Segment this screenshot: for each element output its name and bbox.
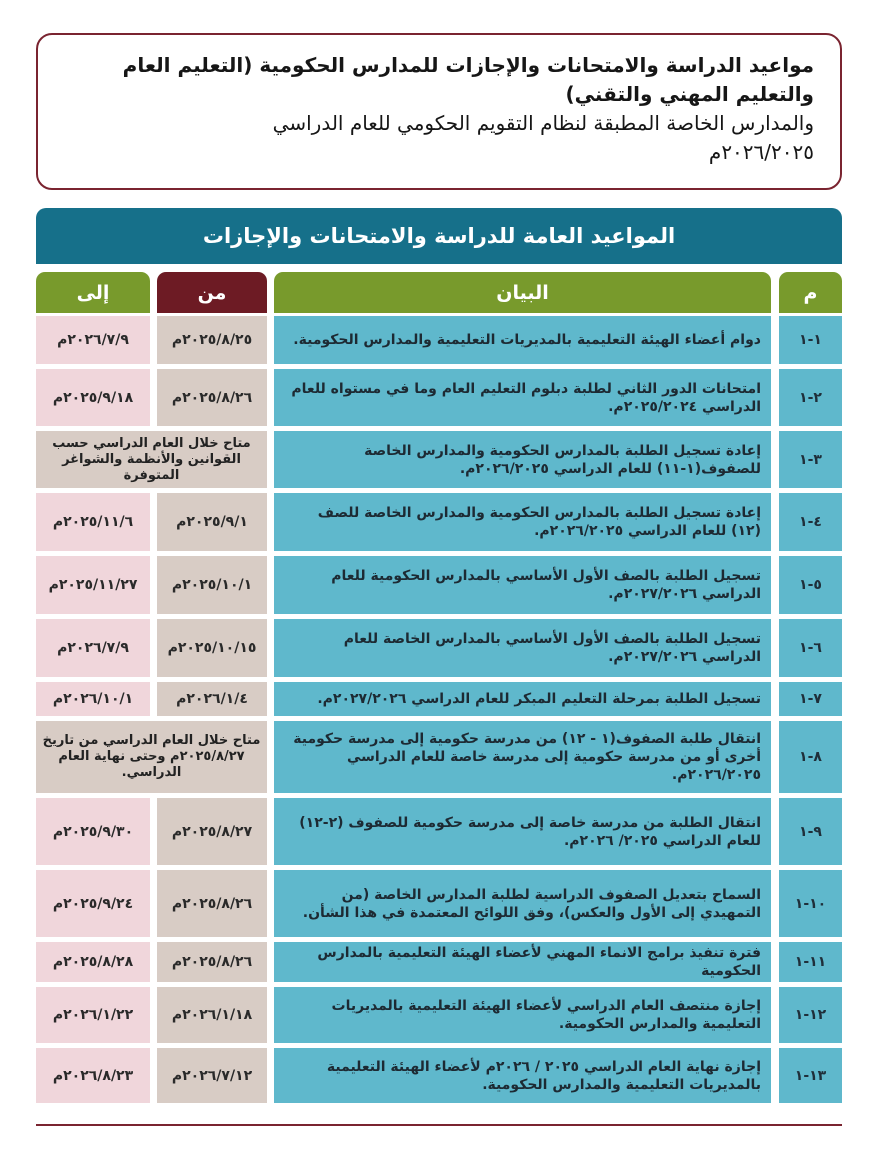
header-description: البيان xyxy=(274,272,771,313)
row-from-date: ٢٠٢٥/٨/٢٦م xyxy=(157,870,267,937)
table-row xyxy=(36,798,842,870)
row-to-date: ٢٠٢٦/٧/٩م xyxy=(36,619,150,677)
row-from-date: ٢٠٢٦/١/١٨م xyxy=(157,987,267,1043)
row-number: ٧-١ xyxy=(779,682,842,716)
row-description: السماح بتعديل الصفوف الدراسية لطلبة المدارس الخاصة (من التمهيدي إلى الأول والعكس)، وفق اللوائح المعتمدة في هذا الشأن. xyxy=(274,870,771,937)
row-description: فترة تنفيذ برامج الانماء المهني لأعضاء الهيئة التعليمية بالمدارس الحكومية xyxy=(274,942,771,982)
row-from-date: ٢٠٢٥/٨/٢٦م xyxy=(157,942,267,982)
row-to-date: ٢٠٢٦/١/٢٢م xyxy=(36,987,150,1043)
bottom-divider xyxy=(36,1124,842,1126)
row-number: ١-١ xyxy=(779,316,842,364)
row-description: إعادة تسجيل الطلبة بالمدارس الحكومية والمدارس الخاصة للصف (١٢) للعام الدراسي ٢٠٢٦/٢٠٢٥م. xyxy=(274,493,771,551)
row-number: ١١-١ xyxy=(779,942,842,982)
row-from-date: ٢٠٢٥/١٠/١م xyxy=(157,556,267,614)
row-to-date: ٢٠٢٦/٧/٩م xyxy=(36,316,150,364)
section-banner: المواعيد العامة للدراسة والامتحانات والإجازات xyxy=(36,208,842,264)
header-to: إلى xyxy=(36,272,150,313)
table-row xyxy=(36,942,842,987)
table-row xyxy=(36,316,842,369)
table-row xyxy=(36,556,842,619)
table-row xyxy=(36,987,842,1048)
row-number: ٥-١ xyxy=(779,556,842,614)
row-description: إجازة نهاية العام الدراسي ٢٠٢٥ / ٢٠٢٦م لأعضاء الهيئة التعليمية بالمديريات التعليمية والمدارس الحكومية. xyxy=(274,1048,771,1103)
table-row xyxy=(36,493,842,556)
row-description: امتحانات الدور الثاني لطلبة دبلوم التعليم العام وما في مستواه للعام الدراسي ٢٠٢٥/٢٠٢٤م. xyxy=(274,369,771,426)
table-row xyxy=(36,870,842,942)
table-row xyxy=(36,431,842,493)
row-number: ١٣-١ xyxy=(779,1048,842,1103)
row-number: ٢-١ xyxy=(779,369,842,426)
title-line-2: والتعليم المهني والتقني) xyxy=(565,82,814,106)
table-row xyxy=(36,1048,842,1108)
row-description: انتقال الطلبة من مدرسة خاصة إلى مدرسة حكومية للصفوف (٢-١٢) للعام الدراسي ٢٠٢٥/ ٢٠٢٦م. xyxy=(274,798,771,865)
row-availability-note: متاح خلال العام الدراسي من تاريخ ٢٠٢٥/٨/٢٧م وحتى نهاية العام الدراسي. xyxy=(36,721,267,793)
table-row xyxy=(36,369,842,431)
row-from-date: ٢٠٢٥/١٠/١٥م xyxy=(157,619,267,677)
row-from-date: ٢٠٢٦/١/٤م xyxy=(157,682,267,716)
row-to-date: ٢٠٢٥/٩/١٨م xyxy=(36,369,150,426)
row-description: إجازة منتصف العام الدراسي لأعضاء الهيئة التعليمية بالمديريات التعليمية والمدارس الحكومية. xyxy=(274,987,771,1043)
row-availability-note: متاح خلال العام الدراسي حسب القوانين والأنظمة والشواغر المتوفرة xyxy=(36,431,267,488)
schedule-table xyxy=(36,316,842,1108)
row-description: إعادة تسجيل الطلبة بالمدارس الحكومية والمدارس الخاصة للصفوف(١-١١) للعام الدراسي ٢٠٢٦/٢٠٢٥م. xyxy=(274,431,771,488)
header-from: من xyxy=(157,272,267,313)
row-from-date: ٢٠٢٥/٨/٢٧م xyxy=(157,798,267,865)
row-to-date: ٢٠٢٥/٨/٢٨م xyxy=(36,942,150,982)
row-number: ٨-١ xyxy=(779,721,842,793)
row-from-date: ٢٠٢٥/٨/٢٥م xyxy=(157,316,267,364)
row-to-date: ٢٠٢٥/١١/٢٧م xyxy=(36,556,150,614)
row-number: ٩-١ xyxy=(779,798,842,865)
row-description: دوام أعضاء الهيئة التعليمية بالمديريات التعليمية والمدارس الحكومية. xyxy=(274,316,771,364)
row-to-date: ٢٠٢٥/٩/٣٠م xyxy=(36,798,150,865)
row-number: ٣-١ xyxy=(779,431,842,488)
row-from-date: ٢٠٢٥/٨/٢٦م xyxy=(157,369,267,426)
row-from-date: ٢٠٢٥/٩/١م xyxy=(157,493,267,551)
title-box xyxy=(36,33,842,190)
title-line-3: والمدارس الخاصة المطبقة لنظام التقويم الحكومي للعام الدراسي xyxy=(272,111,814,135)
row-description: انتقال طلبة الصفوف(١ - ١٢) من مدرسة حكومية إلى مدرسة حكومية أخرى أو من مدرسة حكومية إلى مدرسة خاصة للعام الدراسي ٢٠٢٦/٢٠٢٥م. xyxy=(274,721,771,793)
title-line-1: مواعيد الدراسة والامتحانات والإجازات للمدارس الحكومية (التعليم العام xyxy=(122,53,814,77)
row-to-date: ٢٠٢٥/٩/٢٤م xyxy=(36,870,150,937)
row-number: ١٢-١ xyxy=(779,987,842,1043)
table-row xyxy=(36,721,842,798)
row-to-date: ٢٠٢٥/١١/٦م xyxy=(36,493,150,551)
row-number: ٤-١ xyxy=(779,493,842,551)
table-row xyxy=(36,619,842,682)
table-row xyxy=(36,682,842,721)
row-number: ١٠-١ xyxy=(779,870,842,937)
row-number: ٦-١ xyxy=(779,619,842,677)
row-description: تسجيل الطلبة بالصف الأول الأساسي بالمدارس الخاصة للعام الدراسي ٢٠٢٧/٢٠٢٦م. xyxy=(274,619,771,677)
row-description: تسجيل الطلبة بالصف الأول الأساسي بالمدارس الحكومية للعام الدراسي ٢٠٢٧/٢٠٢٦م. xyxy=(274,556,771,614)
row-from-date: ٢٠٢٦/٧/١٢م xyxy=(157,1048,267,1103)
title-line-4: ٢٠٢٦/٢٠٢٥م xyxy=(708,140,814,164)
row-to-date: ٢٠٢٦/١٠/١م xyxy=(36,682,150,716)
row-description: تسجيل الطلبة بمرحلة التعليم المبكر للعام الدراسي ٢٠٢٧/٢٠٢٦م. xyxy=(274,682,771,716)
header-number: م xyxy=(779,272,842,313)
row-to-date: ٢٠٢٦/٨/٢٣م xyxy=(36,1048,150,1103)
